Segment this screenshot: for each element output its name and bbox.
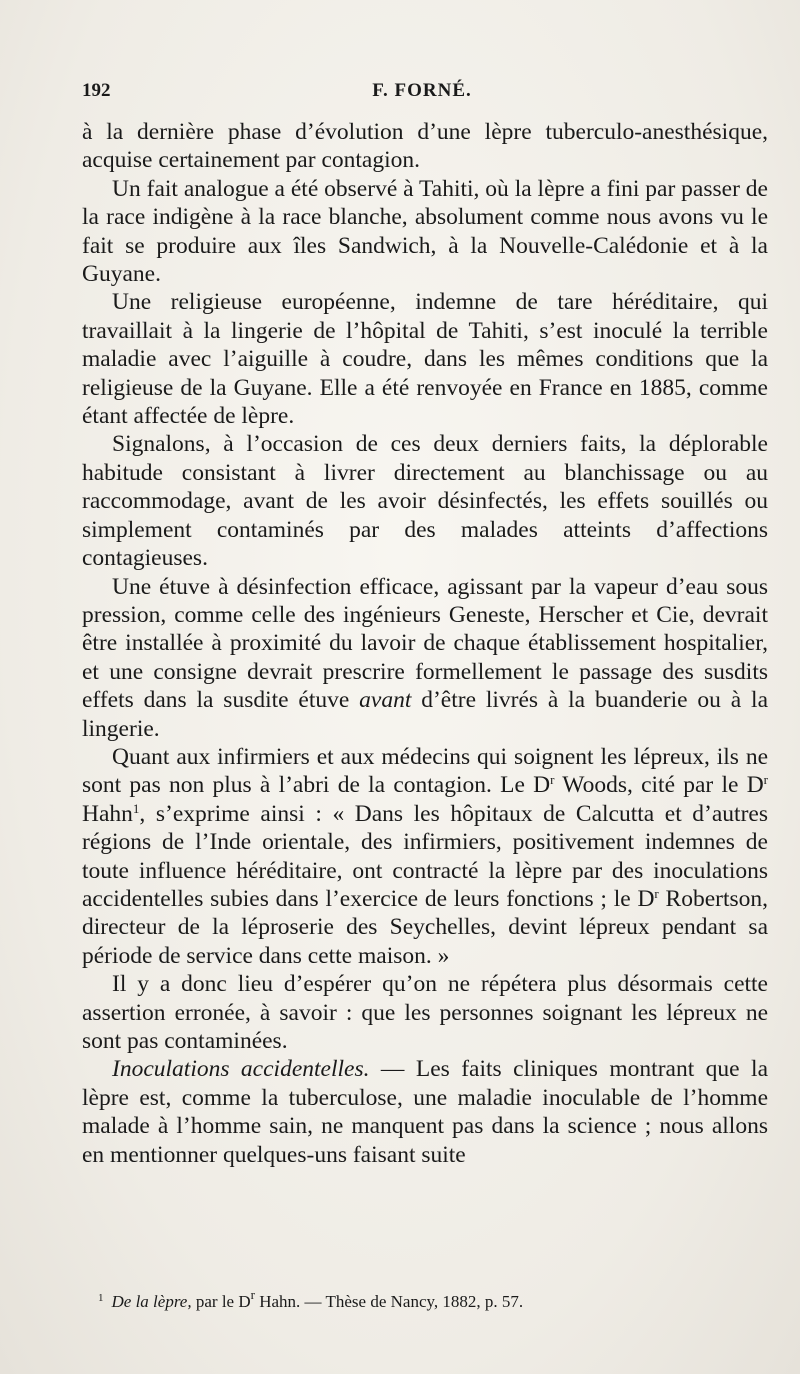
paragraph: Une religieuse européenne, indemne de tare héréditaire, qui travaillait à la lingerie de l’hôpital de Tahiti, s’est inoculé la terrible maladie avec l’aiguille à coudre, dans les mêmes conditions que la religieuse de la Guyane. Elle a été renvoyée en France en 1885, comme étant affectée de lèpre. [82,289,768,430]
section-heading: Inoculations accidentelles. [112,1056,370,1083]
paragraph: à la dernière phase d’évolution d’une lèpre tuberculo-anesthésique, acquise certainement par contagion. [82,119,768,174]
text-run: Robertson, directeur de la léproserie des Seychelles, devint lépreux pendant sa période de service dans cette maison. » [82,885,769,969]
superscript: r [550,772,555,788]
running-head: F. FORNÉ. [372,80,472,101]
page-number: 192 [82,80,111,101]
footnote-title: De la lèpre, [111,1292,192,1311]
emphasis: avant [359,687,412,714]
paragraph [82,743,768,970]
text-run: Quant aux infirmiers et aux médecins qui soignent les lépreux, ils ne sont pas non plus à l’abri de la contagion. Le D [82,743,768,799]
body-text [82,118,768,1169]
paragraph: Il y a donc lieu d’espérer qu’on ne répétera plus désormais cette assertion erronée, à savoir : que les personnes soignant les lépreux ne sont pas contaminées. [82,971,768,1054]
text-run: Une étuve à désinfection efficace, agissant par la vapeur d’eau sous pression, comme celle des ingénieurs Geneste, Herscher et Cie, devrait être installée à proximité du lavoir de chaque établissement hospitalier, et une consigne devrait prescrire formellement le passage des susdits effets dans la susdite étuve [82,573,768,714]
text-run: d’être livrés à la buanderie ou à la lingerie. [82,687,768,742]
paragraph: Signalons, à l’occasion de ces deux derniers faits, la déplorable habitude consistant à livrer directement au blanchissage ou au raccommodage, avant de les avoir désinfectés, les effets souillés ou simplement contaminés par des malades atteints d’affections contagieuses. [82,431,768,572]
paragraph: Un fait analogue a été observé à Tahiti, où la lèpre a fini par passer de la race indigène à la race blanche, absolument comme nous avons vu le fait se produire aux îles Sandwich, à la Nouvelle-Calédonie et à la Guyane. [82,175,768,288]
footnote-text: Hahn. — Thèse de Nancy, 1882, p. 57. [254,1292,524,1311]
paragraph [82,1055,768,1169]
footnote-text: par le D [191,1292,251,1311]
superscript: r [250,1287,255,1302]
footnote-marker: 1 [98,1292,104,1304]
text-run: Woods, cité par le D [554,772,764,799]
text-run: — Les faits cliniques montrant que la lèpre est, comme la tuberculose, une maladie inoculable de l’homme malade à l’homme sain, ne manquent pas dans la science ; nous allons en mentionner quelques-uns faisant suite [82,1056,768,1168]
footnote [98,1287,758,1313]
superscript: r [763,772,769,788]
page-header [82,80,762,110]
paragraph [82,573,768,743]
superscript: r [654,885,659,901]
text-run: , s’exprime ainsi : « Dans les hôpitaux de Calcutta et d’autres régions de l’Inde orientale, des infirmiers, positivement indemnes de toute influence héréditaire, ont contracté la lèpre par des inoculations accidentelles subies dans l’exercice de leurs fonctions ; le D [82,800,768,912]
text-run: Hahn [82,800,133,827]
footnote-reference: 1 [132,800,140,816]
